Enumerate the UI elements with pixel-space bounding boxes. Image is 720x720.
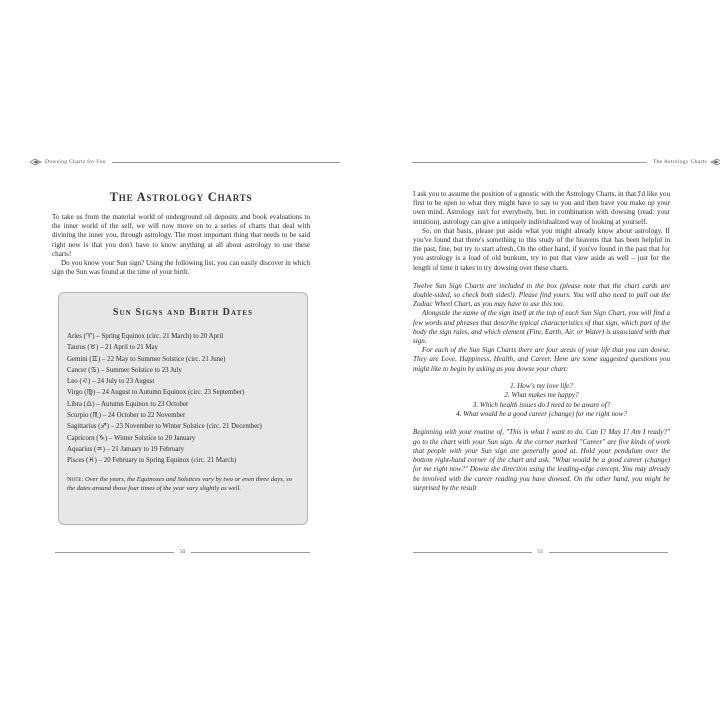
sun-signs-sidebar	[58, 292, 308, 525]
right-page	[360, 0, 720, 720]
aquarius-icon: ♒	[96, 444, 103, 453]
question-item: 2. What makes me happy?	[504, 391, 579, 400]
capricorn-icon: ♑	[98, 433, 105, 442]
intro-text	[52, 213, 310, 277]
folio-left	[55, 548, 310, 556]
paragraph: Do you know your Sun sign? Using the following list, you can easily discover in which sign the Sun was found at the time of your birth.	[52, 259, 310, 277]
sun-sign-item: Aries (♈) – Spring Equinox (circ. 21 March) to 20 April	[67, 332, 224, 340]
running-head-right	[412, 157, 720, 167]
footer-rule	[413, 552, 532, 553]
scorpio-icon: ♏	[92, 411, 99, 420]
running-head-left	[30, 157, 340, 167]
sidebar-note	[67, 475, 299, 494]
folio-right	[413, 548, 668, 556]
note-lead: Note:	[67, 476, 84, 483]
aries-icon: ♈	[85, 332, 93, 340]
chapter-title: The Astrology Charts	[109, 190, 253, 204]
question-item: 1. How's my love life?	[510, 381, 573, 390]
paragraph: Twelve Sun Sign Charts are included in the box (please note that the chart cards are double-sided, so check both sides!). Please find yours. You will also need to pull out the Zodiac Wheel Chart, as you may have to use this too.	[413, 281, 670, 309]
sun-sign-item: Taurus (♉) – 21 April to 21 May	[67, 343, 158, 352]
body-text	[413, 190, 670, 493]
sagittarius-icon: ♐	[100, 422, 107, 431]
note-body: Over the years, the Equinoxes and Solstices vary by two or even three days, so the dates around those four times of the year vary slightly as well.	[67, 476, 293, 493]
sun-sign-item: Libra (♎) – Autumn Equinox to 23 October	[67, 399, 189, 408]
taurus-icon: ♉	[89, 343, 96, 352]
header-rule	[412, 162, 647, 163]
sun-sign-item: Pisces (♓) – 20 February to Spring Equinox (circ. 21 March)	[67, 456, 237, 465]
paragraph: To take us from the material world of underground oil deposits and book evaluations to the inner world of the self, we will now move on to a series of charts that deal with divining the inner you, through astrology. The most important thing that needs to be said right now is that you don't have to know anything at all about astrology to use these charts!	[52, 213, 310, 258]
sun-sign-item: Scorpio (♏) – 24 October to 22 November	[67, 411, 186, 420]
paragraph: So, on that basis, please put aside what you might already know about astrology. If you've found that there's something to this study of the heavens that has been helpful in the past, fine, but try to start afresh. On the other hand, if you've found in the past that for you astrology is a load of old bunkum, try to put that view aside as well – just for the length of time it takes to try dowsing over these charts.	[413, 226, 670, 272]
sun-sign-item: Sagittarius (♐) – 23 November to Winter Solstice (circ. 21 December)	[67, 422, 262, 431]
gemini-icon: ♊	[91, 354, 98, 363]
sun-sign-item: Leo (♌) – 24 July to 23 August	[67, 377, 155, 386]
sun-sign-item: Gemini (♊) – 22 May to Summer Solstice (circ. 21 June)	[67, 354, 226, 363]
leo-icon: ♌	[81, 377, 89, 386]
ornament-icon	[30, 158, 42, 166]
sun-sign-item: Aquarius (♒) – 21 January to 19 February	[67, 444, 185, 453]
question-list	[413, 382, 670, 420]
sun-sign-list	[67, 331, 303, 467]
sun-sign-item: Capricorn (♑) – Winter Solstice to 20 January	[67, 433, 196, 442]
pisces-icon: ♓	[88, 456, 95, 465]
cancer-icon: ♋	[90, 365, 97, 374]
question-item: 4. What would be a good career (change) for me right now?	[456, 410, 627, 419]
sidebar-title: Sun Signs and Birth Dates	[112, 307, 254, 318]
page-number: 51	[537, 549, 544, 555]
running-head-label: Dowsing Charts for Fun	[45, 159, 106, 165]
libra-icon: ♎	[85, 399, 93, 408]
footer-rule	[549, 552, 668, 553]
paragraph: Beginning with your routine of, "This is what I want to do. Can I? May I? Am I ready?" go to the chart with your Sun sign. At the corner marked "Career" are five kinds of work that people with your Sun sign are generally good at. Hold your pendulum over the bottom right-hand corner of the chart and ask, "What would be a good career (change) for me right now?" Dowse the direction using the leading-edge concept. You may already be involved with the career reading you have dowsed. On the other hand, you might be surprised by the result	[413, 428, 670, 492]
sun-sign-item: Cancer (♋) – Summer Solstice to 23 July	[67, 365, 182, 374]
running-head-label: The Astrology Charts	[652, 159, 707, 165]
header-rule	[112, 162, 340, 163]
virgo-icon: ♍	[86, 388, 93, 397]
footer-rule	[55, 552, 174, 553]
question-item: 3. Which health issues do I need to be aware of?	[472, 400, 611, 409]
paragraph: For each of the Sun Sign Charts there are four areas of your life that you can dowse. They are Love, Happiness, Health, and Career. Here are some suggested questions you might like to begin by asking as you dowse your chart:	[413, 346, 670, 373]
paragraph: Alongside the name of the sign itself at the top of each Sun Sign Chart, you will find a few words and phrases that describe typical characteristics of that sign, which part of the body the sign rules, and which element (Fire, Earth, Air, or Water) is associated with that sign.	[413, 309, 670, 346]
ornament-icon	[710, 158, 720, 166]
sun-sign-item: Virgo (♍) – 24 August to Autumn Equinox (circ. 23 September)	[67, 388, 245, 397]
page-number: 50	[179, 549, 186, 555]
paragraph: I ask you to assume the position of a gnostic with the Astrology Charts, in that I'd like you first to be open to what they might have to say to you and then have you make up your own mind. Astrology isn't for everybody, but, in combination with dowsing (read: your intuition), astrology can give a uniquely individualized way of looking at yourself.	[413, 190, 670, 226]
footer-rule	[191, 552, 310, 553]
